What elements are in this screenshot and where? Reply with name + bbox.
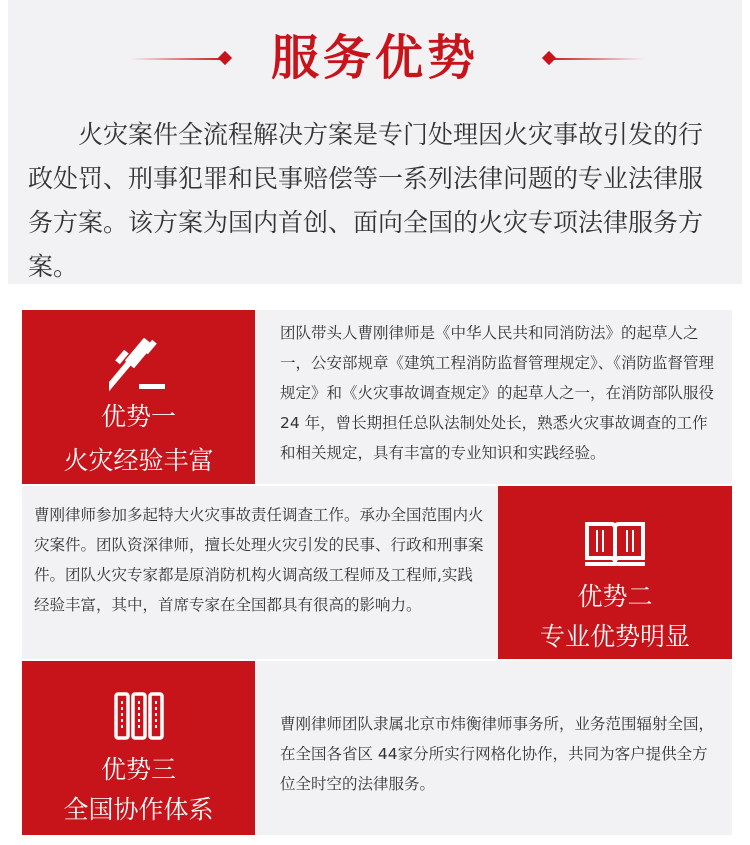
advantage-description: 团队带头人曹刚律师是《中华人民共和同消防法》的起草人之一，公安部规章《建筑工程消防监督管理规定》、《消防监督管理规定》和《火灾事故调查规定》的起草人之一，在消防部队服役24 年，曾长期担任总队法制处处长，熟悉火灾事故调查的工作和相关规定，具有丰富的专业知识和实践经验。 bbox=[280, 324, 715, 462]
open-book-icon bbox=[583, 518, 647, 572]
advantage-badge bbox=[498, 486, 732, 659]
advantage-description: 曹刚律师参加多起特大火灾事故责任调查工作。承办全国范围内火灾案件。团队资深律师，擅长处理火灾引发的民事、行政和刑事案件。团队火灾专家都是原消防机构火调高级工程师及工程师,实践经验丰富，其中，首席专家在全国都具有很高的影响力。 bbox=[34, 506, 484, 614]
advantage-label: 优势一 bbox=[100, 402, 176, 431]
advantage-description: 曹刚律师团队隶属北京市炜衡律师事务所，业务范围辐射全国，在全国各省区 44家分所实行网格化协作，共同为客户提供全方位全时空的法律服务。 bbox=[280, 715, 715, 793]
advantage-badge bbox=[22, 661, 255, 835]
advantage-row-3 bbox=[22, 661, 732, 835]
gavel-icon bbox=[109, 336, 169, 398]
advantage-title: 全国协作体系 bbox=[63, 795, 214, 824]
intro-text: 火灾案件全流程解决方案是专门处理因火灾事故引发的行政处罚、刑事犯罪和民事赔偿等一系列法律问题的专业法律服务方案。该方案为国内首创、面向全国的火灾专项法律服务方案。 bbox=[28, 120, 704, 281]
books-icon bbox=[113, 691, 165, 745]
advantage-row-2 bbox=[22, 486, 732, 659]
advantage-badge bbox=[22, 310, 255, 484]
advantage-title: 专业优势明显 bbox=[539, 622, 690, 651]
advantage-row-1 bbox=[22, 310, 732, 484]
advantage-label: 优势三 bbox=[100, 755, 176, 784]
advantage-label: 优势二 bbox=[577, 582, 653, 611]
page-title: 服务优势 bbox=[270, 30, 479, 86]
advantage-title: 火灾经验丰富 bbox=[63, 446, 214, 475]
